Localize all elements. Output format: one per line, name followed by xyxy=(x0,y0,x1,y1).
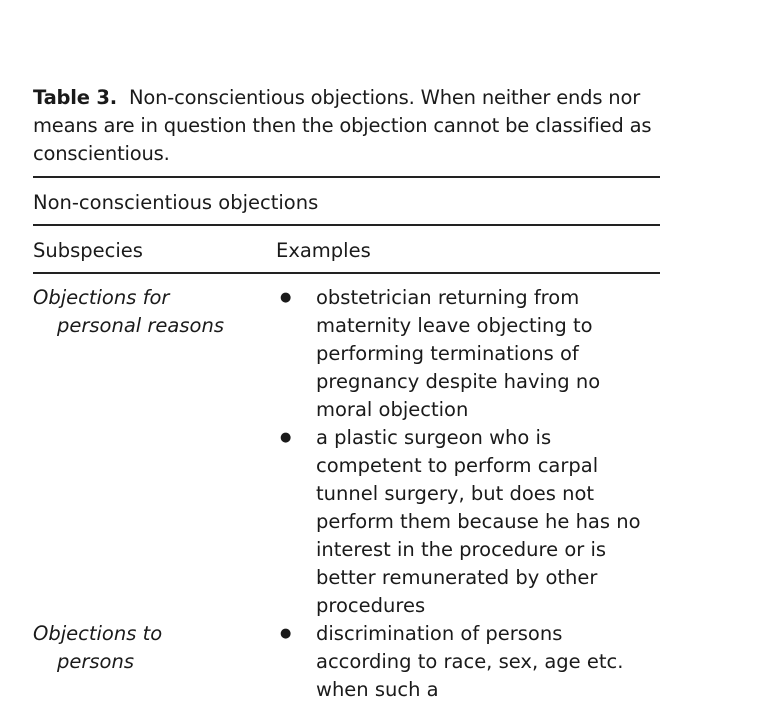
subspecies-text: Objections to xyxy=(33,622,163,645)
column-headers xyxy=(33,226,660,272)
example-text: discrimination of persons according to race, sex, age etc. when such a xyxy=(316,622,624,701)
subspecies-cell xyxy=(33,284,276,620)
example-text: obstetrician returning from maternity leave objecting to performing terminations of pregnancy despite having no moral objection xyxy=(316,286,601,421)
examples-list xyxy=(276,284,660,620)
table-3 xyxy=(33,84,660,704)
column-header-examples: Examples xyxy=(276,239,371,262)
example-text: a plastic surgeon who is competent to perform carpal tunnel surgery, but does not perform them because he has no interest in the procedure or is better remunerated by other procedures xyxy=(316,426,641,617)
bullet-icon: ● xyxy=(280,430,292,445)
subspecies-text: Objections for xyxy=(33,286,170,309)
bullet-icon: ● xyxy=(280,290,292,305)
table-caption xyxy=(33,84,660,168)
list-item xyxy=(276,620,660,704)
caption-text: Non-conscientious objections. When neither ends nor means are in question then the objection cannot be classified as conscientious. xyxy=(33,86,652,165)
subspecies-text-cont: persons xyxy=(57,650,135,673)
column-header-subspecies: Subspecies xyxy=(33,239,143,262)
table-row xyxy=(33,284,660,620)
subspecies-cell xyxy=(33,620,276,704)
list-item xyxy=(276,424,660,620)
examples-list xyxy=(276,620,660,704)
subspecies-text-cont: personal reasons xyxy=(57,314,224,337)
group-header: Non-conscientious objections xyxy=(33,191,319,214)
table-row xyxy=(33,620,660,704)
list-item xyxy=(276,284,660,424)
bullet-icon: ● xyxy=(280,626,292,641)
caption-label: Table 3. xyxy=(33,86,117,109)
